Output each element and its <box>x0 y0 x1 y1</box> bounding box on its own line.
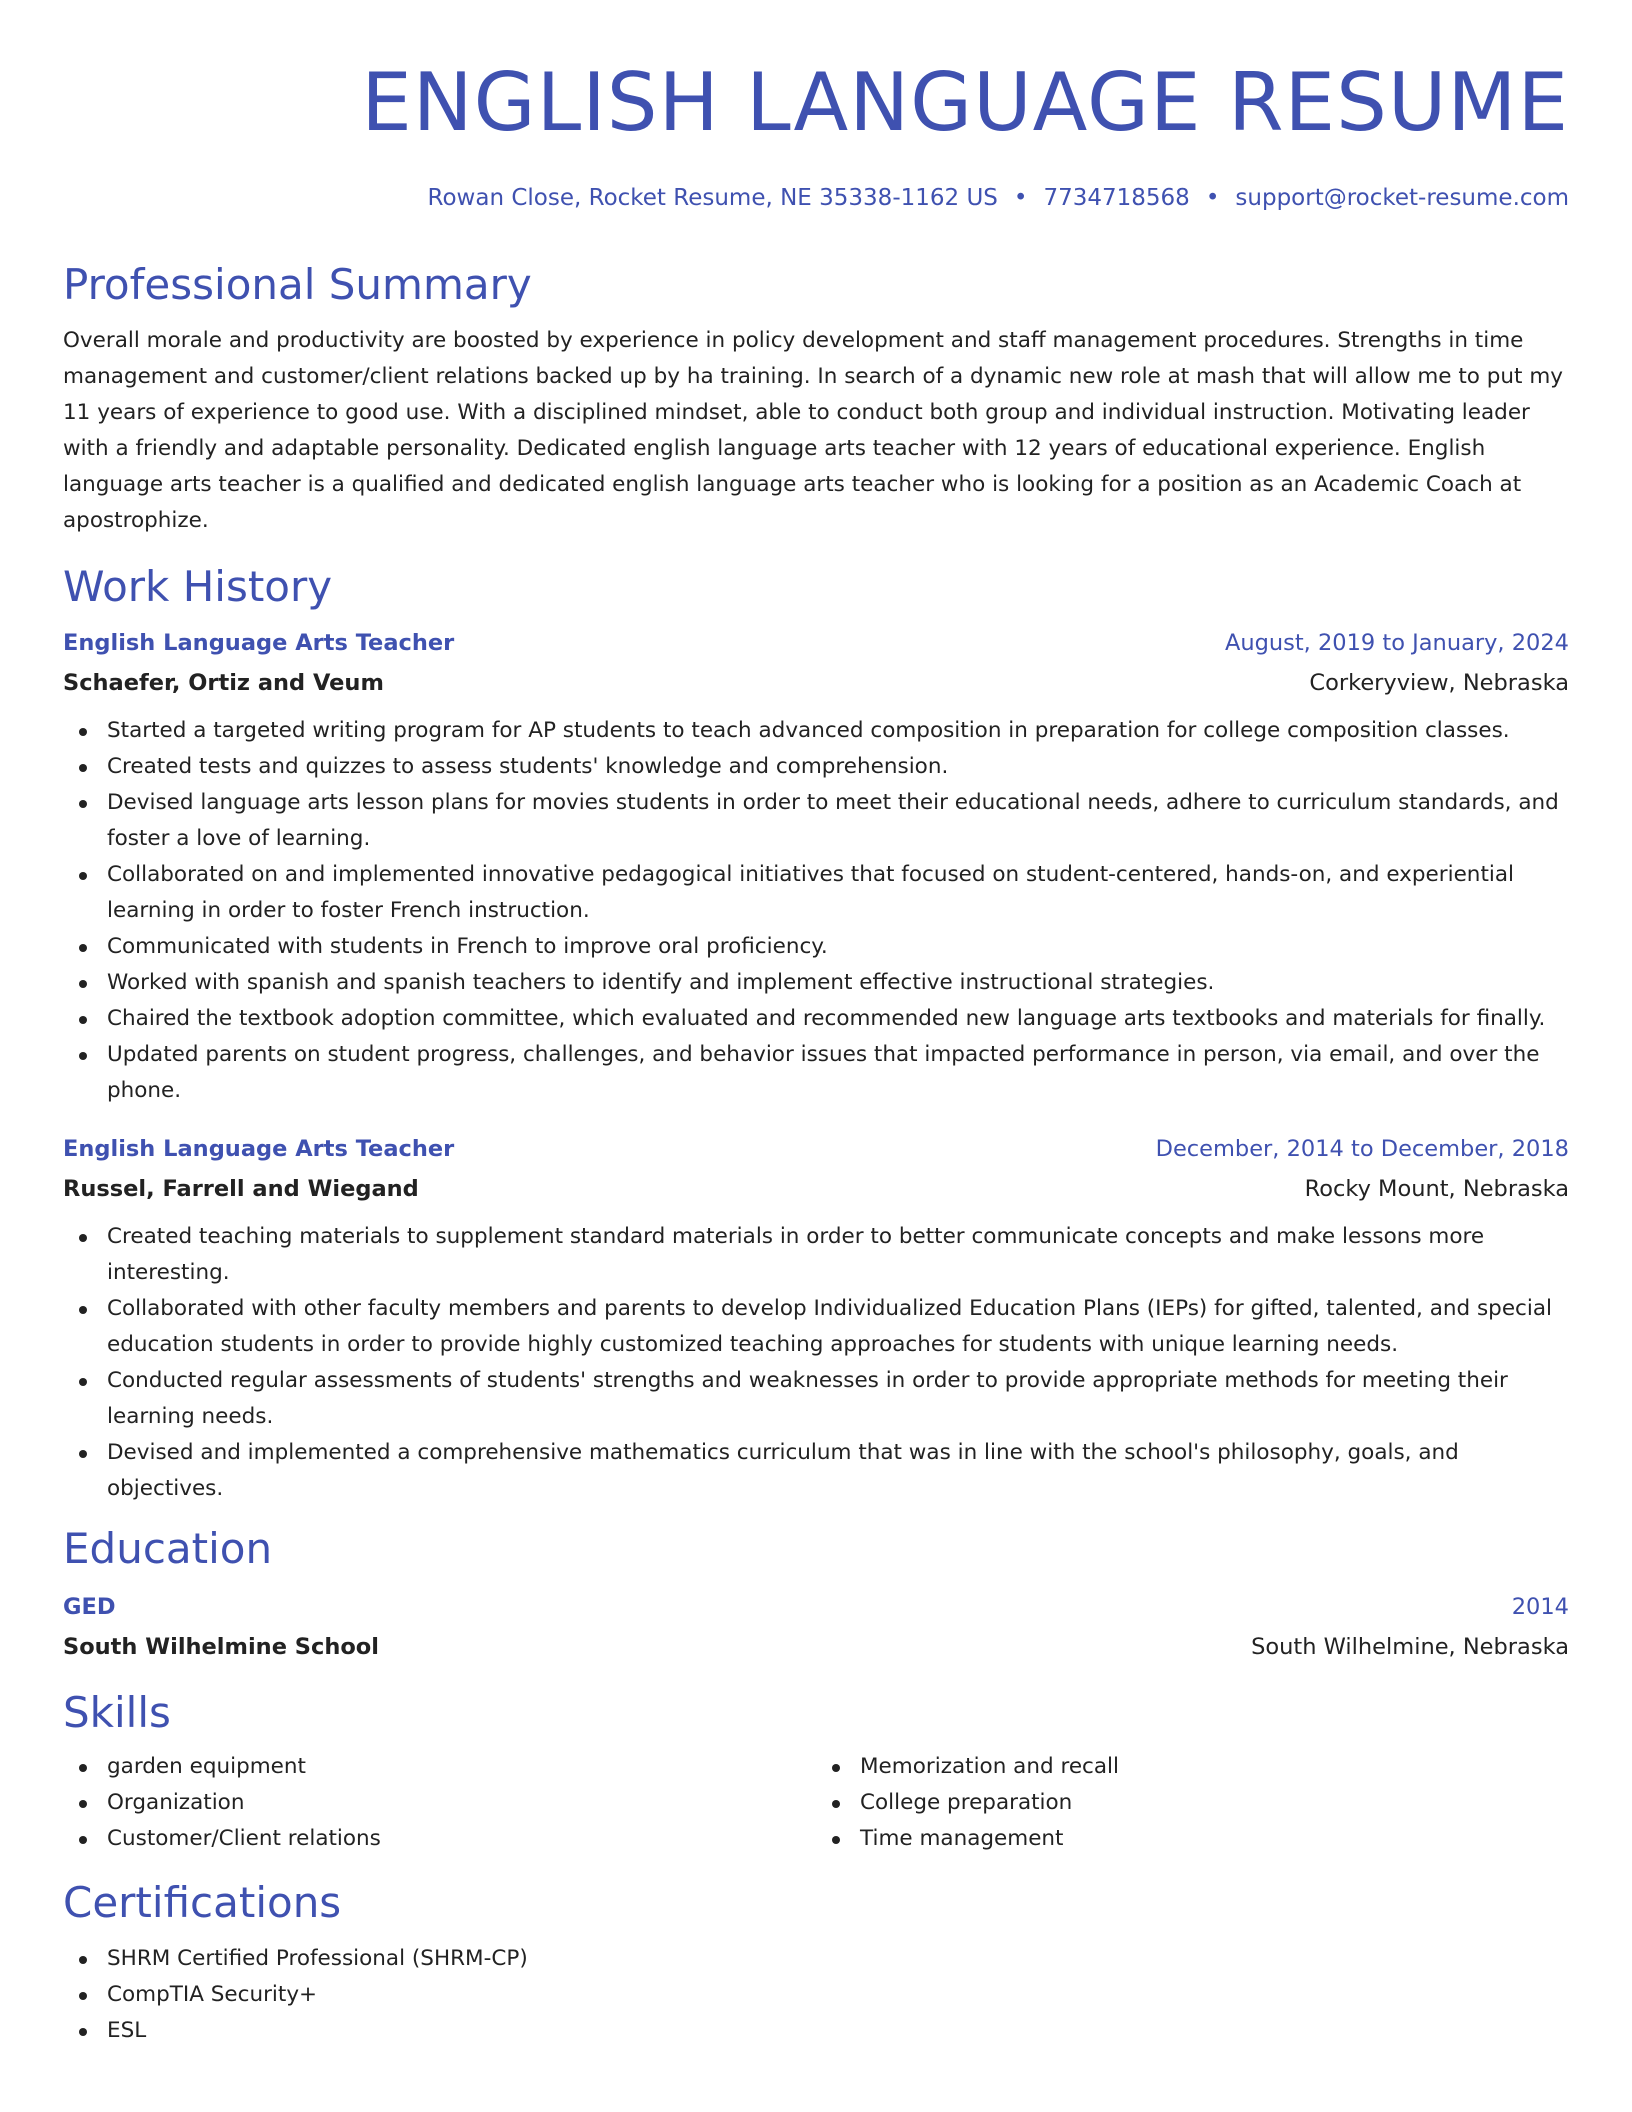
list-item: Collaborated on and implemented innovative pedagogical initiatives that focused on student-centered, hands-on, and experiential learning in order to foster French instruction. <box>63 857 1569 929</box>
list-item: Devised and implemented a comprehensive mathematics curriculum that was in line with the school's philosophy, goals, and objectives. <box>63 1435 1569 1507</box>
job-dates: December, 2014 to December, 2018 <box>1155 1136 1569 1162</box>
list-item: Created tests and quizzes to assess students' knowledge and comprehension. <box>63 749 1569 785</box>
contact-line <box>63 182 1569 214</box>
certifications-list <box>63 1941 1569 2049</box>
job-location: Corkeryview, Nebraska <box>1309 670 1569 696</box>
list-item: Conducted regular assessments of students' strengths and weaknesses in order to provide appropriate methods for meeting their learning needs. <box>63 1363 1569 1435</box>
contact-address: Rowan Close, Rocket Resume, NE 35338-1162 US <box>427 185 998 211</box>
job-entry <box>63 623 1569 1109</box>
list-item: Worked with spanish and spanish teachers to identify and implement effective instructional strategies. <box>63 965 1569 1001</box>
section-title-summary: Professional Summary <box>63 260 532 309</box>
list-item: Started a targeted writing program for AP students to teach advanced composition in preparation for college composition classes. <box>63 713 1569 749</box>
skills-list <box>63 1749 816 1857</box>
list-item: ESL <box>63 2013 1569 2049</box>
education-year: 2014 <box>1511 1594 1569 1620</box>
list-item: CompTIA Security+ <box>63 1977 1569 2013</box>
list-item: Chaired the textbook adoption committee, which evaluated and recommended new language arts textbooks and materials for finally. <box>63 1001 1569 1037</box>
list-item: Communicated with students in French to improve oral proficiency. <box>63 929 1569 965</box>
list-item: College preparation <box>816 1785 1569 1821</box>
contact-email: support@rocket-resume.com <box>1235 185 1569 211</box>
list-item: Updated parents on student progress, challenges, and behavior issues that impacted performance in person, via email, and over the phone. <box>63 1037 1569 1109</box>
education-location: South Wilhelmine, Nebraska <box>1251 1634 1569 1660</box>
section-title-education: Education <box>63 1524 273 1573</box>
contact-phone: 7734718568 <box>1043 185 1190 211</box>
list-item: Customer/Client relations <box>63 1821 816 1857</box>
list-item: SHRM Certified Professional (SHRM-CP) <box>63 1941 1569 1977</box>
list-item: Devised language arts lesson plans for movies students in order to meet their educational needs, adhere to curriculum standards, and foster a love of learning. <box>63 785 1569 857</box>
job-location: Rocky Mount, Nebraska <box>1304 1176 1569 1202</box>
list-item: Memorization and recall <box>816 1749 1569 1785</box>
education-degree: GED <box>63 1594 116 1620</box>
job-bullets <box>63 713 1569 1109</box>
job-dates: August, 2019 to January, 2024 <box>1224 630 1569 656</box>
job-bullets <box>63 1219 1569 1507</box>
list-item: Created teaching materials to supplement standard materials in order to better communicate concepts and make lessons more interesting. <box>63 1219 1569 1291</box>
education-school: South Wilhelmine School <box>63 1634 379 1660</box>
summary-text: Overall morale and productivity are boosted by experience in policy development and staff management procedures. Strengths in time management and customer/client relations backed up by ha training. In search of a dynamic new role at mash that will allow me to put my 11 years of experience to good use. With a disciplined mindset, able to conduct both group and individual instruction. Motivating leader with a friendly and adaptable personality. Dedicated english language arts teacher with 12 years of educational experience. English language arts teacher is a qualified and dedicated english language arts teacher who is looking for a position as an Academic Coach at apostrophize. <box>63 328 1563 533</box>
contact-separator: • <box>1013 185 1028 211</box>
job-title: English Language Arts Teacher <box>63 1136 455 1162</box>
section-title-skills: Skills <box>63 1688 171 1737</box>
list-item: garden equipment <box>63 1749 816 1785</box>
list-item: Time management <box>816 1821 1569 1857</box>
job-title: English Language Arts Teacher <box>63 630 455 656</box>
job-entry <box>63 1129 1569 1507</box>
skills-column-right <box>816 1749 1569 1857</box>
list-item: Collaborated with other faculty members and parents to develop Individualized Education Plans (IEPs) for gifted, talented, and special education students in order to provide highly customized teaching approaches for students with unique learning needs. <box>63 1291 1569 1363</box>
education-entry <box>63 1587 1569 1667</box>
contact-separator: • <box>1205 185 1220 211</box>
skills-list <box>816 1749 1569 1857</box>
job-company: Schaefer, Ortiz and Veum <box>63 670 384 696</box>
section-title-work-history: Work History <box>63 562 333 611</box>
section-title-certifications: Certifications <box>63 1878 342 1927</box>
skills-grid <box>63 1749 1569 1857</box>
list-item: Organization <box>63 1785 816 1821</box>
resume-title: ENGLISH LANGUAGE RESUME <box>361 56 1569 149</box>
job-company: Russel, Farrell and Wiegand <box>63 1176 419 1202</box>
skills-column-left <box>63 1749 816 1857</box>
